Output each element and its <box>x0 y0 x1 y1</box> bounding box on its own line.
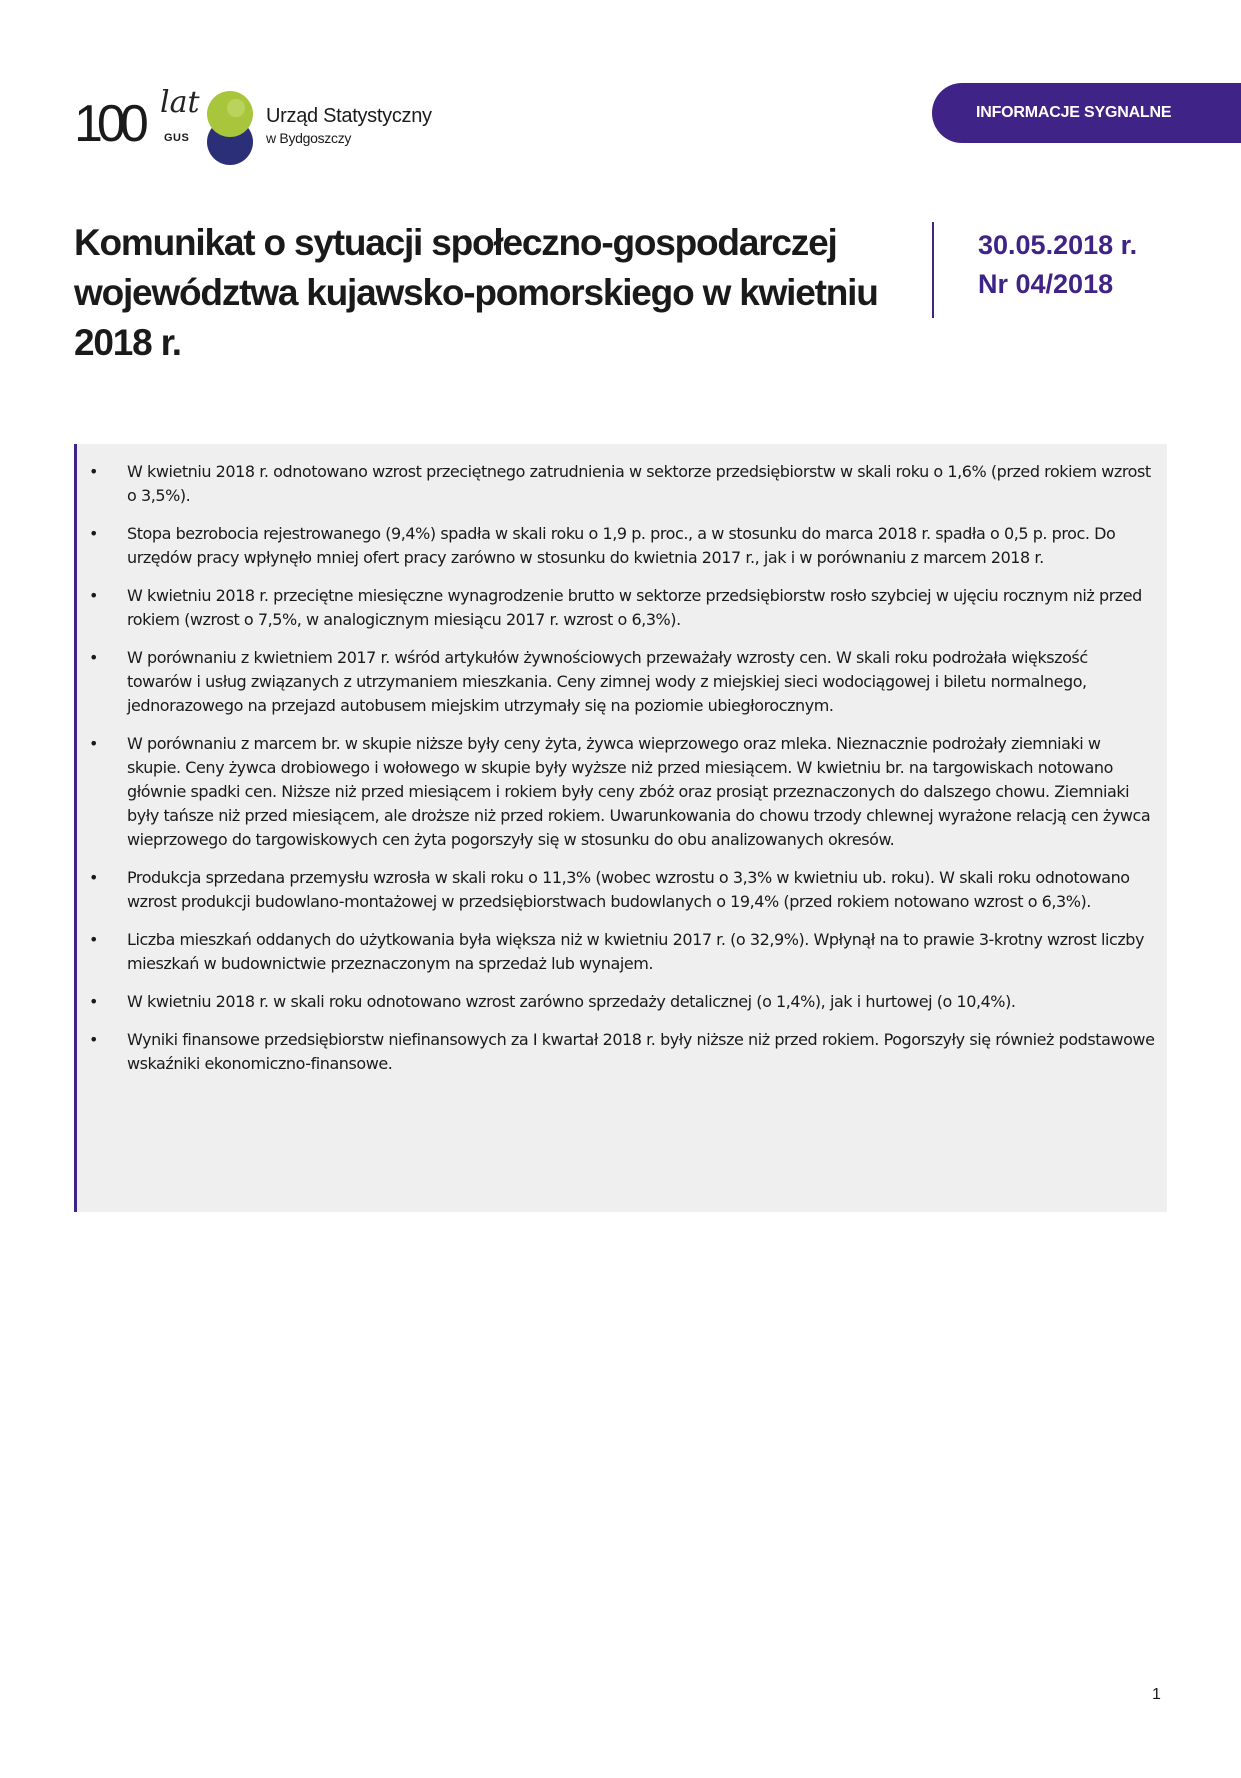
page-title: Komunikat o sytuacji społeczno-gospodarczej województwa kujawsko-pomorskiego w kwietniu 2018 r. <box>74 222 878 363</box>
bullet-icon: • <box>89 586 98 605</box>
page-number: 1 <box>1152 1686 1161 1703</box>
bullet-icon: • <box>89 930 98 949</box>
summary-box <box>74 444 1167 1212</box>
summary-item: • Produkcja sprzedana przemysłu wzrosła w skali roku o 11,3% (wobec wzrostu o 3,3% w kwietniu ub. roku). W skali roku odnotowano wzrost produkcji budowlano-montażowej w przedsiębiorstwach budowlanych o 19,4% (przed rokiem notowano wzrost o 6,3%). <box>89 868 1130 911</box>
summary-item: • W porównaniu z kwietniem 2017 r. wśród artykułów żywnościowych przeważały wzrosty cen. W skali roku podrożała większość towarów i usług związanych z utrzymaniem mieszkania. Ceny zimnej wody z miejskiej sieci wodociągowej i biletu normalnego, jednorazowego na przejazd autobusem miejskim utrzymały się na poziomie ubiegłorocznym. <box>89 648 1088 715</box>
summary-item: • W porównaniu z marcem br. w skupie niższe były ceny żyta, żywca wieprzowego oraz mleka. Nieznacznie podrożały ziemniaki w skupie. Ceny żywca drobiowego i wołowego w skupie były wyższe niż przed miesiącem. W kwietniu br. na targowiskach notowano głównie spadki cen. Niższe niż przed miesiącem i rokiem były ceny zbóż oraz prosiąt przeznaczonych do dalszego chowu. Ziemniaki były tańsze niż przed miesiącem, ale droższe niż przed rokiem. Uwarunkowania do chowu trzody chlewnej wyrażone relacją cen żywca wieprzowego do targowiskowych cen żyta pogorszyły się w stosunku do obu analizowanych okresów. <box>89 734 1151 849</box>
logo-anniversary-word: lat <box>160 85 200 120</box>
summary-item: • Stopa bezrobocia rejestrowanego (9,4%) spadła w skali roku o 1,9 p. proc., a w stosunku do marca 2018 r. spadła o 0,5 p. proc. Do urzędów pracy wpłynęło mniej ofert pracy zarówno w stosunku do kwietnia 2017 r., jak i w porównaniu z marcem 2018 r. <box>89 524 1116 567</box>
bullet-icon: • <box>89 868 98 887</box>
logo-office-name: Urząd Statystyczny <box>266 105 432 127</box>
bullet-icon: • <box>89 524 98 543</box>
document-type-badge: INFORMACJE SYGNALNE <box>932 83 1241 143</box>
logo-office-city: w Bydgoszczy <box>266 130 352 146</box>
bullet-icon: • <box>89 992 98 1011</box>
summary-list <box>77 460 1155 1076</box>
bullet-icon: • <box>89 648 98 667</box>
bullet-icon: • <box>89 1030 98 1049</box>
publication-date: 30.05.2018 r. <box>978 230 1138 260</box>
bullet-icon: • <box>89 462 98 481</box>
summary-item: • Liczba mieszkań oddanych do użytkowania była większa niż w kwietniu 2017 r. (o 32,9%). Wpłynął na to prawie 3-krotny wzrost liczby mieszkań w budownictwie przeznaczonym na sprzedaż lub wynajem. <box>89 930 1145 973</box>
gus-logo <box>74 85 454 170</box>
bullet-icon: • <box>89 734 98 753</box>
logo-anniversary-number: 100 <box>74 95 143 153</box>
summary-item: • W kwietniu 2018 r. przeciętne miesięczne wynagrodzenie brutto w sektorze przedsiębiorstw rosło szybciej w ujęciu rocznym niż przed rokiem (wzrost o 7,5%, w analogicznym miesiącu 2017 r. wzrost o 6,3%). <box>89 586 1142 629</box>
publication-number: Nr 04/2018 <box>978 269 1114 299</box>
summary-item: • W kwietniu 2018 r. w skali roku odnotowano wzrost zarówno sprzedaży detalicznej (o 1,4%), jak i hurtowej (o 10,4%). <box>77 990 1155 1014</box>
summary-item: • Wyniki finansowe przedsiębiorstw niefinansowych za I kwartał 2018 r. były niższe niż przed rokiem. Pogorszyły się również podstawowe wskaźniki ekonomiczno-finansowe. <box>89 1030 1155 1073</box>
logo-circles-icon <box>206 90 254 168</box>
logo-gus-text: GUS <box>164 132 190 144</box>
title-divider <box>932 222 934 318</box>
summary-item: • W kwietniu 2018 r. odnotowano wzrost przeciętnego zatrudnienia w sektorze przedsiębiorstw w skali roku o 1,6% (przed rokiem wzrost o 3,5%). <box>89 462 1151 505</box>
